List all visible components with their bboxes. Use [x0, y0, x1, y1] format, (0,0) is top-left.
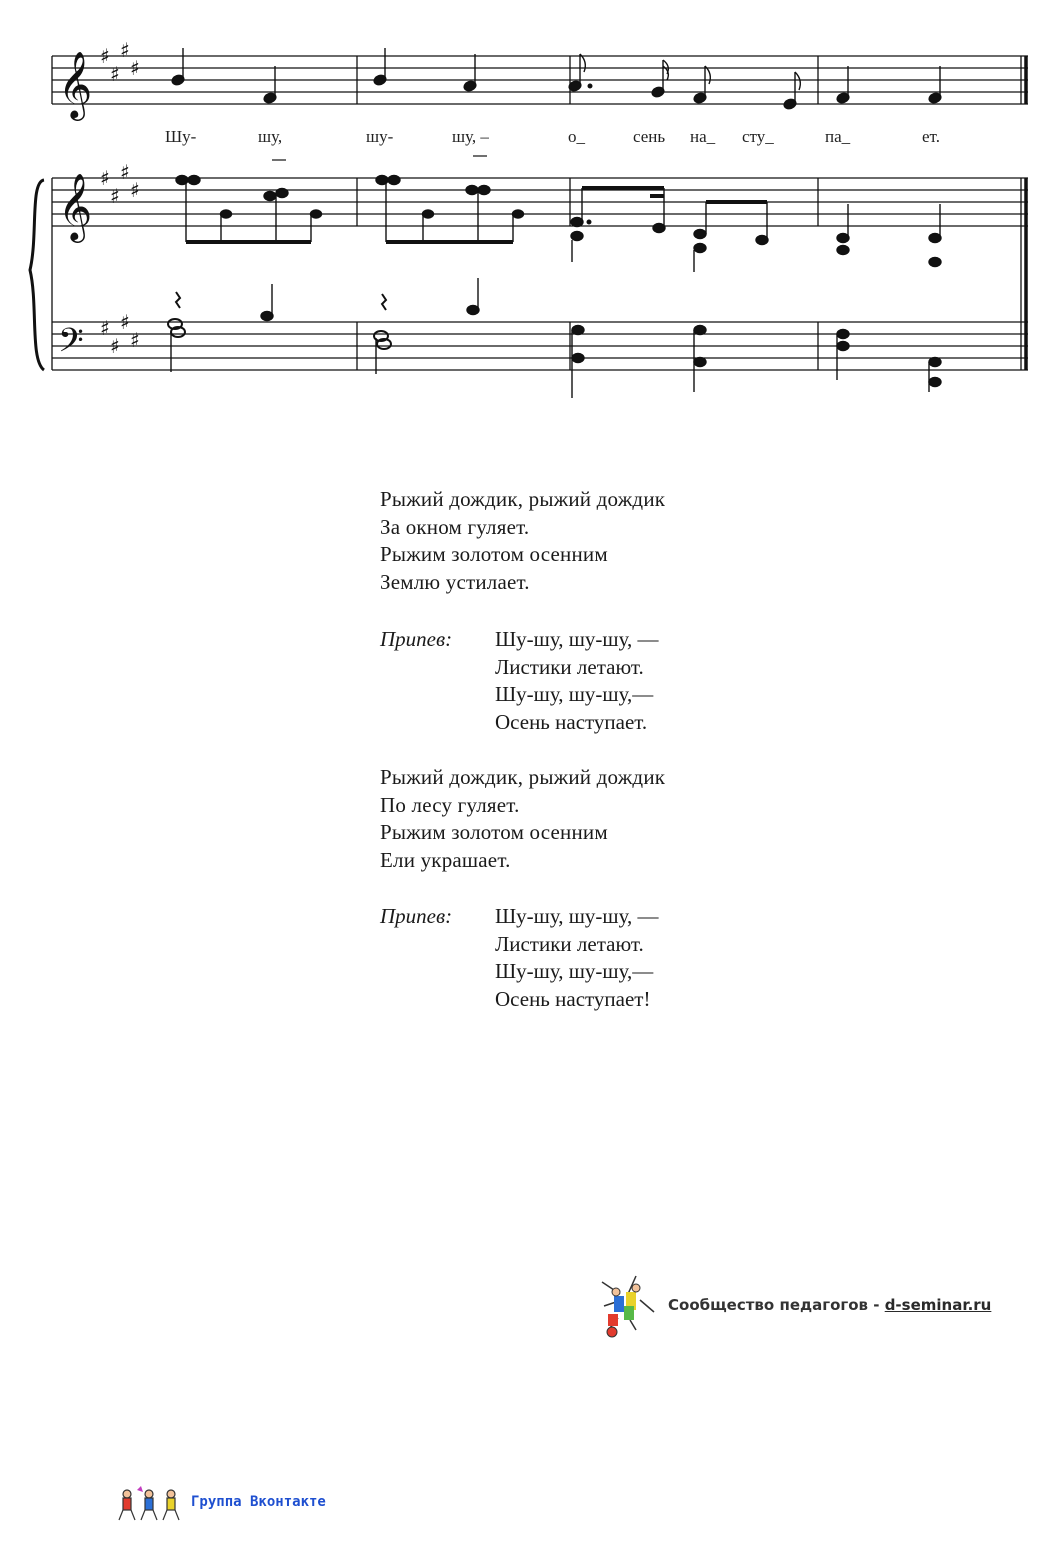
svg-text:♯: ♯	[120, 38, 130, 62]
vk-group-link[interactable]: Группа Вконтакте	[191, 1494, 326, 1510]
verse-line: За окном гуляет.	[380, 514, 530, 539]
lyric-syllable: шу, –	[452, 127, 489, 146]
lyric-syllable: сень	[633, 127, 666, 146]
community-link[interactable]: d-seminar.ru	[884, 1296, 992, 1314]
vocal-staff	[52, 56, 1028, 104]
svg-text:♯: ♯	[110, 62, 120, 86]
kids-logo-icon	[596, 1272, 660, 1342]
svg-text:♯: ♯	[110, 334, 120, 358]
lyric-syllable: шу-	[366, 127, 394, 146]
svg-text:♯: ♯	[100, 166, 110, 190]
chorus-label: Припев:	[380, 627, 453, 651]
community-footer	[596, 1272, 1016, 1342]
verse-line: По лесу гуляет.	[380, 792, 520, 817]
chorus-line: Осень наступает.	[495, 709, 648, 734]
verse-line: Рыжий дождик, рыжий дождик	[380, 765, 666, 789]
piano-treble-staff	[52, 178, 1028, 226]
verse-line: Рыжим золотом осенним	[380, 820, 608, 844]
piano-bass-staff	[52, 322, 1028, 370]
verse-line: Ели украшает.	[380, 847, 511, 872]
svg-text:♯: ♯	[130, 56, 140, 80]
verse-line: Землю устилает.	[380, 569, 530, 594]
lyric-syllable: о_	[568, 127, 585, 146]
verse-line: Рыжим золотом осенним	[380, 542, 608, 566]
svg-text:♯: ♯	[100, 316, 110, 340]
lyric-syllable: ет.	[922, 127, 940, 146]
lyric-syllable: шу,	[258, 127, 283, 146]
chorus-line: Листики летают.	[495, 931, 644, 956]
treble-clef: 𝄞	[58, 172, 93, 240]
verse-line: Рыжий дождик, рыжий дождик	[380, 487, 666, 511]
lyric-syllable: Шу-	[165, 127, 197, 146]
chorus-line: Шу-шу, шу-шу,—	[495, 959, 654, 983]
svg-text:♯: ♯	[110, 184, 120, 208]
brace	[30, 180, 44, 370]
chorus-line: Шу-шу, шу-шу, —	[495, 904, 659, 928]
svg-text:♯: ♯	[120, 160, 130, 184]
chorus-line: Шу-шу, шу-шу, —	[495, 627, 659, 651]
lyric-syllable: сту_	[742, 127, 774, 146]
verse-1	[380, 486, 665, 596]
lyric-syllable: па_	[825, 127, 851, 146]
kids-group-icon	[115, 1486, 187, 1522]
chorus-line: Листики летают.	[495, 654, 644, 679]
svg-text:♯: ♯	[120, 310, 130, 334]
chorus-label: Припев:	[380, 904, 453, 928]
svg-text:♯: ♯	[100, 44, 110, 68]
vk-group-footer[interactable]	[115, 1486, 375, 1522]
verse-2	[380, 764, 665, 874]
svg-text:♯: ♯	[130, 328, 140, 352]
svg-text:♯: ♯	[130, 178, 140, 202]
sheet-music	[0, 0, 1051, 400]
community-text: Сообщество педагогов -	[668, 1296, 885, 1314]
chorus-line: Шу-шу, шу-шу,—	[495, 682, 654, 706]
lyric-syllable: на_	[690, 127, 716, 146]
treble-clef: 𝄞	[58, 50, 93, 118]
chorus-line: Осень наступает!	[495, 986, 651, 1011]
bass-clef: 𝄢	[58, 322, 84, 368]
